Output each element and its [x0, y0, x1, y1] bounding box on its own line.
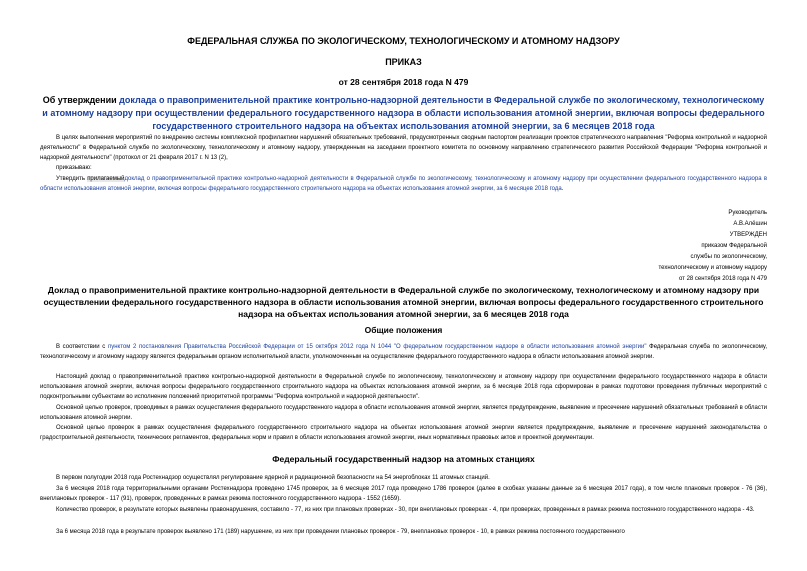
p1-suffix: Федеральная служба по экологическому, технологическому и атомному надзору является федеральным органом исполнительной власти, уполномоченным на осуществление федерального государственного надзора в области использования атомной энергии.: [40, 344, 768, 360]
report-paragraph-5: В первом полугодии 2018 года Ростехнадзор осуществлял регулирование ядерной и радиационной безопасности на 54 энергоблоках 11 атомных станций.: [56, 475, 490, 481]
signature-role: Руководитель: [728, 210, 767, 216]
doc-date-number: от 28 сентября 2018 года N 479: [338, 77, 469, 87]
section-npp: Федеральный государственный надзор на атомных станциях: [272, 454, 535, 464]
title-prefix: Об утверждении: [42, 95, 120, 105]
report-paragraph-2: Настоящий доклад о правоприменительной практике контрольно-надзорной деятельности в Федеральной службе по экологическому, технологическому и атомному надзору при осуществлении федерального государственного надзора в области использования атомной энергии, включая вопросы федерального государственного строительного надзора на объектах использования атомной энергии, за 6 месяцев 2018 года сформирован в рамках подготовки проведения публичных мероприятий с подконтрольными субъектами во исполнение положений приоритетной программы "Реформа контрольной и надзорной деятельности".: [40, 374, 767, 400]
doc-type: ПРИКАЗ: [385, 57, 422, 67]
signature-name: А.В.Алёшин: [733, 221, 767, 227]
report-title: Доклад о правоприменительной практике контрольно-надзорной деятельности в Федеральной службе по экологическому, технологическому и атомному надзору при осуществлении федерального государственного надзора в области использования атомной энергии, включая вопросы федерального государственного строительного надзора на объектах использования атомной энергии, за 6 месяцев 2018 года: [43, 285, 764, 319]
preamble-text: В целях выполнения мероприятий по внедрению системы комплексной профилактики нарушений обязательных требований, предусмотренных сводным паспортом реализации проектов стратегического направления "Реформа контрольной и надзорной деятельности" в Федеральной службе по экологическому, технологическому и атомному надзору, утвержденным на заседании проектного комитета по основному направлению стратегического развития Российской Федерации "Реформа контрольной и надзорной деятельности" (протокол от 21 февраля 2017 г. N 13 (2),: [40, 135, 767, 161]
report-paragraph-3: Основной целью проверок, проводимых в рамках осуществления федерального государственного надзора в области использования атомной энергии, является предупреждение, выявление и пресечение нарушений обязательных требований в области использования атомной энергии.: [40, 405, 767, 421]
order-title: [40, 94, 767, 133]
approved-label: УТВЕРЖДЕН: [729, 232, 767, 238]
title-link[interactable]: доклада о правоприменительной практике контрольно-надзорной деятельности в Федеральной службе по экологическому, технологическому и атомному надзору при осуществлении федерального государственного надзора в области использования атомной энергии, включая вопросы федерального государственного строительного надзора на объектах использования атомной энергии, за 6 месяцев 2018 года: [42, 95, 765, 131]
approved-line-4: от 28 сентября 2018 года N 479: [678, 276, 767, 282]
section-general: Общие положения: [364, 325, 443, 335]
preamble-order: приказываю:: [56, 165, 92, 171]
report-paragraph-4: Основной целью проверок в рамках осуществления федерального государственного строительного надзора на объектах использования атомной энергии является предупреждение, выявление и пресечение нарушений законодательства о градостроительной деятельности, технических регламентов, федеральных норм и правил в области использования атомной энергии, иных нормативных правовых актов и проектной документации.: [40, 425, 767, 441]
approved-line-3: технологическому и атомному надзору: [658, 265, 767, 271]
approve-suffix: .: [561, 186, 564, 192]
approved-line-2: службы по экологическому,: [690, 254, 767, 260]
report-paragraph-6: За 6 месяцев 2018 года территориальными органами Ростехнадзора проведено 1745 проверок, за 6 месяцев 2017 года проведено 1786 проверок (далее в скобках указаны данные за 6 месяцев 2017 года), в том числе плановых проверок - 76 (36), внеплановых проверок - 117 (91), проверок, проведенных в рамках режима постоянного государственного надзора - 1552 (1659).: [40, 486, 767, 502]
signature-block: [587, 208, 767, 285]
approve-paragraph: [40, 174, 767, 194]
p1-prefix: В соответствии с: [56, 344, 108, 350]
agency-name: ФЕДЕРАЛЬНАЯ СЛУЖБА ПО ЭКОЛОГИЧЕСКОМУ, ТЕХНОЛОГИЧЕСКОМУ И АТОМНОМУ НАДЗОРУ: [187, 36, 620, 46]
approve-highlight: прилагаемый: [87, 176, 125, 182]
report-paragraph-1: [40, 342, 767, 362]
approve-link[interactable]: доклад о правоприменительной практике контрольно-надзорной деятельности в Федеральной службе по экологическому, технологическому и атомному надзору при осуществлении федерального государственного надзора в области использования атомной энергии, включая вопросы федерального государственного строительного надзора на объектах использования атомной энергии, за 6 месяцев 2018 года: [40, 176, 768, 192]
approved-line-1: приказом Федеральной: [701, 243, 767, 249]
p1-link[interactable]: пунктом 2 постановления Правительства Российской Федерации от 15 октября 2012 года N 1044 "О федеральном государственном надзоре в области использования атомной энергии": [107, 344, 647, 350]
approve-prefix: Утвердить: [56, 176, 88, 182]
report-paragraph-7: Количество проверок, в результате которых выявлены правонарушения, составило - 77, из них при плановых проверках - 30, при внеплановых проверках - 4, при проверках, проведенных в рамках режима постоянного государственного надзора - 43.: [56, 507, 755, 513]
report-paragraph-8: За 6 месяца 2018 года в результате проверок выявлено 171 (189) нарушение, из них при проведении плановых проверок - 79, внеплановых проверок - 10, в рамках режима постоянного государственного: [56, 529, 625, 535]
